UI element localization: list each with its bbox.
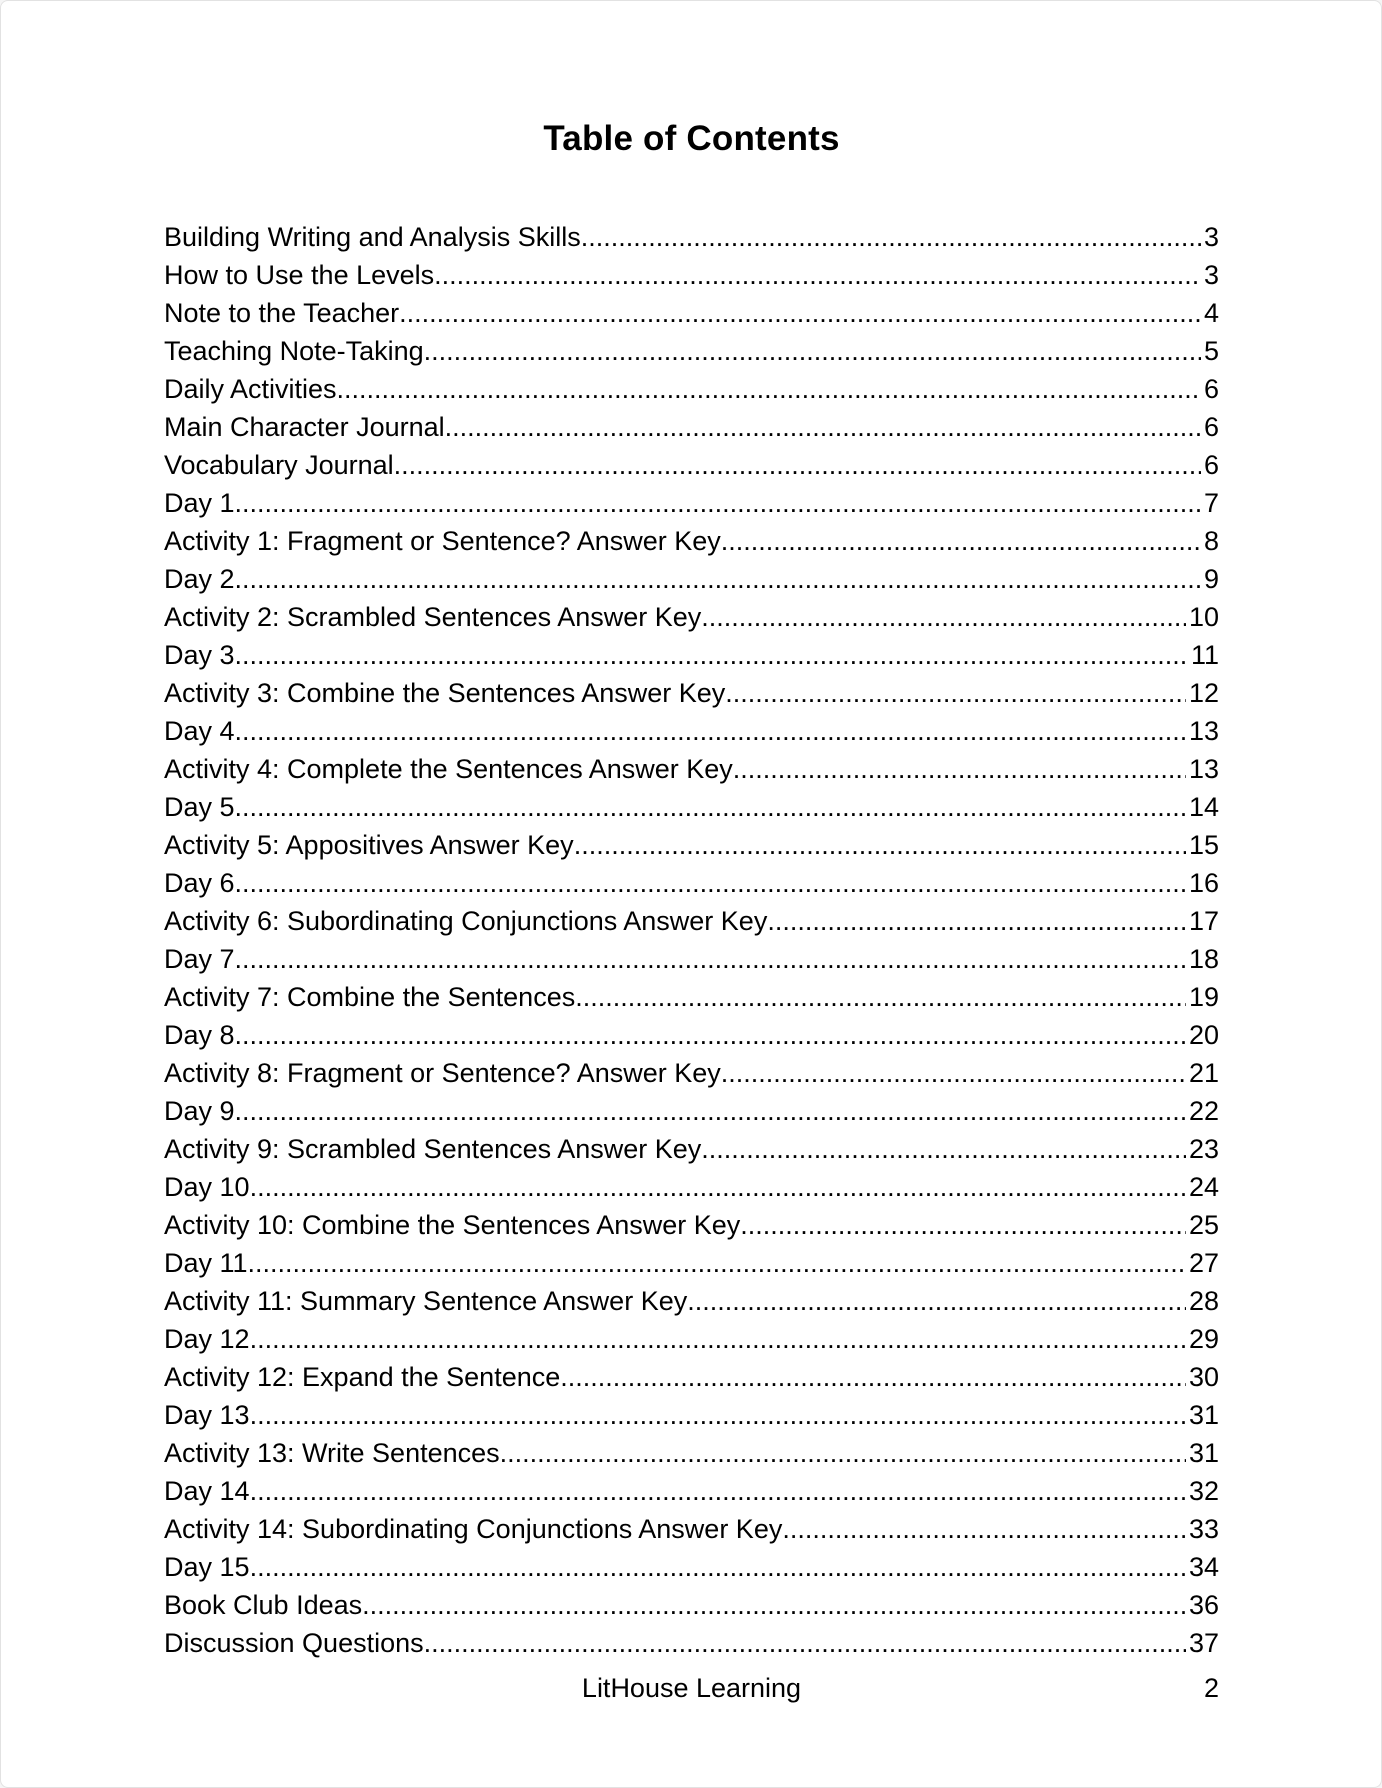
toc-entry[interactable] (164, 370, 1219, 408)
toc-leader-dots (235, 636, 1188, 674)
footer-text: LitHouse Learning (581, 1673, 802, 1703)
page-content (164, 1, 1219, 1662)
toc-entry-title: Day 7 (164, 944, 235, 974)
toc-leader-dots (434, 256, 1201, 294)
toc-entry-title: Activity 10: Combine the Sentences Answer Key (164, 1210, 741, 1240)
toc-leader-dots (250, 1472, 1186, 1510)
toc-entry-title: Activity 7: Combine the Sentences (164, 982, 576, 1012)
toc-entry-page: 3 (1203, 260, 1219, 290)
toc-entry[interactable] (164, 560, 1219, 598)
toc-leader-dots (394, 446, 1201, 484)
toc-entry[interactable] (164, 1586, 1219, 1624)
toc-leader-dots (574, 826, 1186, 864)
toc-entry[interactable] (164, 1282, 1219, 1320)
toc-entry-title: Day 14 (164, 1476, 250, 1506)
toc-entry[interactable] (164, 1168, 1219, 1206)
toc-entry[interactable] (164, 1320, 1219, 1358)
footer-page-number: 2 (1203, 1673, 1219, 1703)
toc-entry-page: 21 (1188, 1058, 1219, 1088)
toc-entry-title: Daily Activities (164, 374, 337, 404)
toc-leader-dots (721, 1054, 1186, 1092)
toc-entry-page: 13 (1188, 716, 1219, 746)
toc-entry-page: 33 (1188, 1514, 1219, 1544)
toc-entry-title: Day 5 (164, 792, 235, 822)
page-title: Table of Contents (543, 119, 840, 158)
toc-entry[interactable] (164, 1016, 1219, 1054)
toc-leader-dots (235, 940, 1186, 978)
toc-entry[interactable] (164, 826, 1219, 864)
toc-entry-page: 25 (1188, 1210, 1219, 1240)
toc-leader-dots (337, 370, 1201, 408)
toc-entry-title: Day 13 (164, 1400, 250, 1430)
toc-entry-title: Book Club Ideas (164, 1590, 363, 1620)
toc-entry[interactable] (164, 218, 1219, 256)
toc-entry-page: 15 (1188, 830, 1219, 860)
toc-entry-page: 9 (1203, 564, 1219, 594)
table-of-contents (164, 218, 1219, 1662)
toc-entry-page: 30 (1188, 1362, 1219, 1392)
toc-entry-page: 11 (1190, 640, 1219, 670)
toc-entry[interactable] (164, 1092, 1219, 1130)
toc-leader-dots (235, 788, 1186, 826)
toc-entry-page: 19 (1188, 982, 1219, 1012)
toc-entry-page: 23 (1188, 1134, 1219, 1164)
toc-entry-title: Vocabulary Journal (164, 450, 394, 480)
toc-entry-page: 5 (1203, 336, 1219, 366)
toc-entry[interactable] (164, 674, 1219, 712)
toc-entry[interactable] (164, 598, 1219, 636)
toc-entry-title: Day 12 (164, 1324, 250, 1354)
toc-entry-page: 16 (1188, 868, 1219, 898)
toc-entry-title: Activity 13: Write Sentences (164, 1438, 500, 1468)
toc-leader-dots (701, 598, 1186, 636)
toc-entry-page: 4 (1203, 298, 1219, 328)
toc-leader-dots (250, 1320, 1186, 1358)
toc-entry-page: 6 (1203, 450, 1219, 480)
toc-entry-page: 14 (1188, 792, 1219, 822)
toc-entry[interactable] (164, 1054, 1219, 1092)
toc-entry-page: 12 (1188, 678, 1219, 708)
toc-entry-title: Activity 2: Scrambled Sentences Answer Key (164, 602, 702, 632)
toc-entry[interactable] (164, 484, 1219, 522)
toc-leader-dots (687, 1282, 1186, 1320)
toc-entry-title: Activity 1: Fragment or Sentence? Answer Key (164, 526, 721, 556)
toc-leader-dots (581, 218, 1201, 256)
toc-entry-title: Activity 6: Subordinating Conjunctions Answer Key (164, 906, 768, 936)
toc-entry[interactable] (164, 1130, 1219, 1168)
toc-leader-dots (235, 712, 1186, 750)
toc-leader-dots (424, 1624, 1186, 1662)
toc-leader-dots (250, 1548, 1186, 1586)
toc-entry-title: Discussion Questions (164, 1628, 424, 1658)
toc-entry-title: Activity 8: Fragment or Sentence? Answer Key (164, 1058, 721, 1088)
toc-entry-title: Activity 5: Appositives Answer Key (164, 830, 574, 860)
toc-leader-dots (500, 1434, 1186, 1472)
toc-entry-title: Day 3 (164, 640, 235, 670)
toc-entry-title: Activity 9: Scrambled Sentences Answer Key (164, 1134, 702, 1164)
toc-leader-dots (250, 1396, 1186, 1434)
toc-entry-title: Activity 14: Subordinating Conjunctions Answer Key (164, 1514, 783, 1544)
toc-entry-page: 32 (1188, 1476, 1219, 1506)
toc-entry-title: Day 10 (164, 1172, 250, 1202)
toc-leader-dots (235, 560, 1201, 598)
toc-entry[interactable] (164, 902, 1219, 940)
toc-entry-title: Day 8 (164, 1020, 235, 1050)
toc-entry-page: 20 (1188, 1020, 1219, 1050)
toc-entry-title: Day 6 (164, 868, 235, 898)
toc-entry[interactable] (164, 712, 1219, 750)
toc-entry[interactable] (164, 1396, 1219, 1434)
toc-entry[interactable] (164, 1624, 1219, 1662)
toc-leader-dots (782, 1510, 1186, 1548)
toc-entry-page: 31 (1188, 1400, 1219, 1430)
toc-entry-title: Note to the Teacher (164, 298, 400, 328)
toc-entry-page: 17 (1188, 906, 1219, 936)
toc-entry-page: 27 (1188, 1248, 1219, 1278)
toc-leader-dots (560, 1358, 1186, 1396)
toc-entry-page: 3 (1203, 222, 1219, 252)
toc-leader-dots (235, 1016, 1186, 1054)
toc-entry-page: 6 (1203, 412, 1219, 442)
toc-entry-title: Day 15 (164, 1552, 250, 1582)
toc-entry-title: Activity 11: Summary Sentence Answer Key (164, 1286, 688, 1316)
toc-entry-title: Day 9 (164, 1096, 235, 1126)
toc-entry-title: Building Writing and Analysis Skills (164, 222, 581, 252)
toc-entry-page: 29 (1188, 1324, 1219, 1354)
toc-entry-page: 31 (1188, 1438, 1219, 1468)
toc-entry[interactable] (164, 636, 1219, 674)
toc-entry[interactable] (164, 788, 1219, 826)
toc-leader-dots (424, 332, 1201, 370)
toc-entry-title: Day 2 (164, 564, 235, 594)
toc-entry[interactable] (164, 1434, 1219, 1472)
toc-entry-title: Activity 4: Complete the Sentences Answer Key (164, 754, 733, 784)
toc-entry[interactable] (164, 1244, 1219, 1282)
toc-entry-title: Day 1 (164, 488, 235, 518)
toc-entry-title: Main Character Journal (164, 412, 445, 442)
toc-leader-dots (701, 1130, 1186, 1168)
toc-entry-page: 10 (1188, 602, 1219, 632)
toc-entry[interactable] (164, 1548, 1219, 1586)
toc-entry[interactable] (164, 978, 1219, 1016)
toc-entry[interactable] (164, 750, 1219, 788)
toc-leader-dots (235, 1092, 1186, 1130)
toc-leader-dots (445, 408, 1201, 446)
toc-entry-page: 28 (1188, 1286, 1219, 1316)
toc-entry-title: Day 4 (164, 716, 235, 746)
toc-entry-page: 37 (1188, 1628, 1219, 1658)
toc-leader-dots (575, 978, 1186, 1016)
toc-entry[interactable] (164, 522, 1219, 560)
toc-leader-dots (362, 1586, 1186, 1624)
toc-entry[interactable] (164, 408, 1219, 446)
toc-entry-page: 24 (1188, 1172, 1219, 1202)
toc-leader-dots (740, 1206, 1186, 1244)
toc-entry[interactable] (164, 332, 1219, 370)
toc-leader-dots (767, 902, 1186, 940)
toc-entry-page: 18 (1188, 944, 1219, 974)
toc-leader-dots (248, 1244, 1186, 1282)
toc-entry-page: 7 (1203, 488, 1219, 518)
toc-entry[interactable] (164, 1472, 1219, 1510)
toc-entry[interactable] (164, 256, 1219, 294)
toc-leader-dots (725, 674, 1186, 712)
toc-entry-title: Activity 12: Expand the Sentence (164, 1362, 561, 1392)
toc-entry-title: Teaching Note-Taking (164, 336, 424, 366)
toc-leader-dots (721, 522, 1201, 560)
toc-entry[interactable] (164, 1206, 1219, 1244)
toc-leader-dots (399, 294, 1201, 332)
toc-leader-dots (235, 484, 1201, 522)
toc-leader-dots (235, 864, 1186, 902)
toc-entry-page: 8 (1203, 526, 1219, 556)
toc-leader-dots (733, 750, 1186, 788)
toc-entry-page: 22 (1188, 1096, 1219, 1126)
toc-entry-title: How to Use the Levels (164, 260, 435, 290)
toc-entry[interactable] (164, 446, 1219, 484)
toc-entry-page: 36 (1188, 1590, 1219, 1620)
toc-leader-dots (250, 1168, 1186, 1206)
toc-entry[interactable] (164, 294, 1219, 332)
toc-entry[interactable] (164, 940, 1219, 978)
toc-entry[interactable] (164, 864, 1219, 902)
toc-entry-title: Day 11 (164, 1248, 248, 1278)
toc-entry-title: Activity 3: Combine the Sentences Answer Key (164, 678, 726, 708)
toc-entry-page: 13 (1188, 754, 1219, 784)
toc-entry[interactable] (164, 1358, 1219, 1396)
page-footer (164, 1669, 1219, 1707)
toc-entry-page: 34 (1188, 1552, 1219, 1582)
toc-entry[interactable] (164, 1510, 1219, 1548)
toc-entry-page: 6 (1203, 374, 1219, 404)
